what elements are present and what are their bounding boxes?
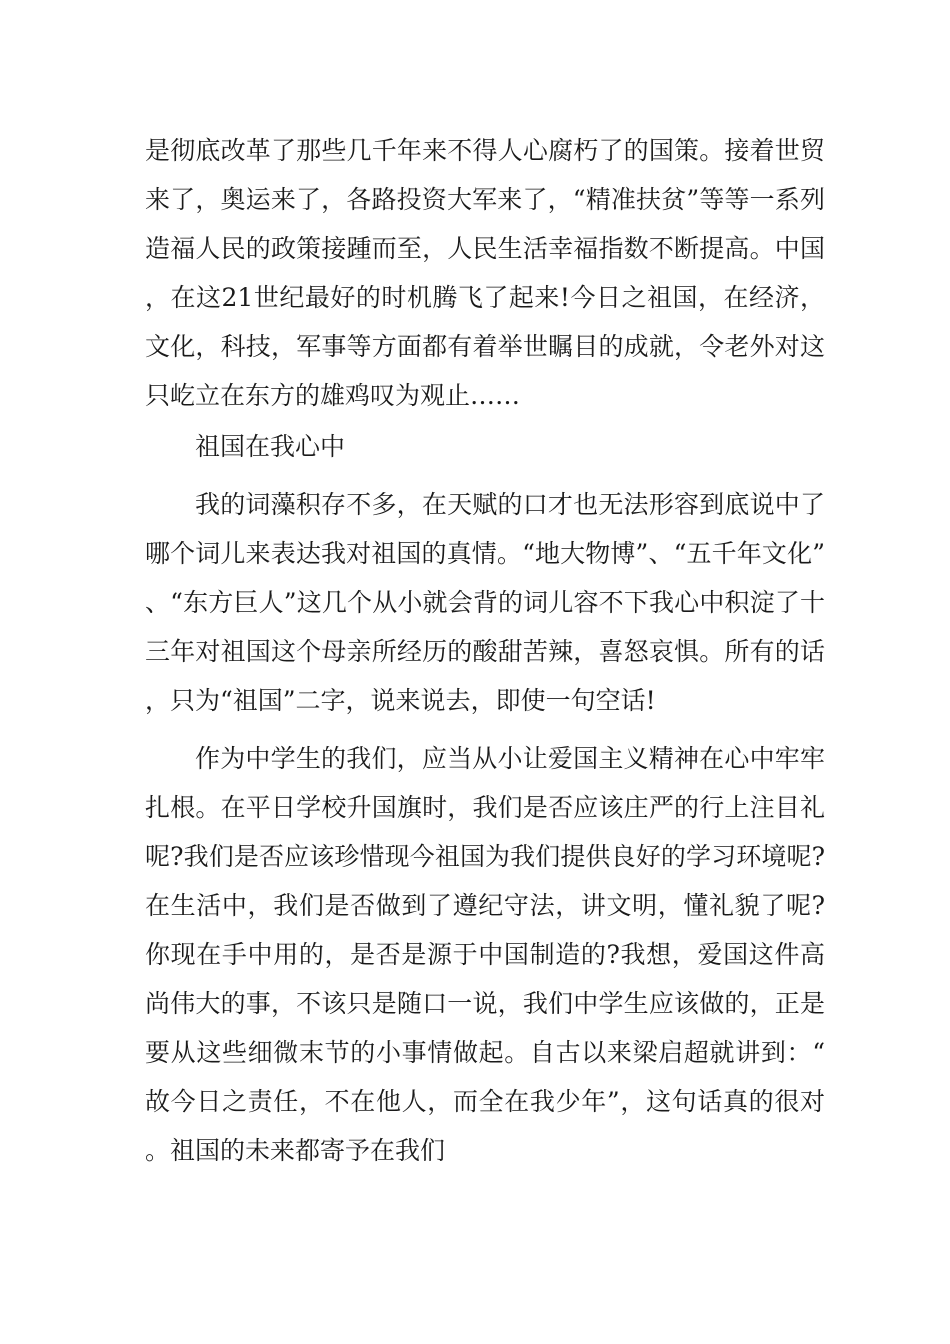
paragraph-vocabulary: 我的词藻积存不多，在天赋的口才也无法形容到底说中了哪个词儿来表达我对祖国的真情。“地大物博”、“五千年文化”、“东方巨人”这几个从小就会背的词儿容不下我心中积淀了十三年对祖国这个母亲所经历的酸甜苦辣，喜怒哀惧。所有的话，只为“祖国”二字，说来说去，即使一句空话! [145,490,825,715]
document-body [145,126,825,1175]
section-heading: 祖国在我心中 [195,432,346,461]
paragraph-students: 作为中学生的我们，应当从小让爱国主义精神在心中牢牢扎根。在平日学校升国旗时，我们是否应该庄严的行上注目礼呢?我们是否应该珍惜现今祖国为我们提供良好的学习环境呢?在生活中，我们是否做到了遵纪守法，讲文明，懂礼貌了呢?你现在手中用的，是否是源于中国制造的?我想，爱国这件高尚伟大的事，不该只是随口一说，我们中学生应该做的，正是要从这些细微末节的小事情做起。自古以来梁启超就讲到：“故今日之责任，不在他人，而全在我少年”，这句话真的很对。祖国的未来都寄予在我们 [145,744,825,1165]
paragraph-continuation: 是彻底改革了那些几千年来不得人心腐朽了的国策。接着世贸来了，奥运来了，各路投资大军来了，“精准扶贫”等等一系列造福人民的政策接踵而至，人民生活幸福指数不断提高。中国，在这21世纪最好的时机腾飞了起来!今日之祖国，在经济，文化，科技，军事等方面都有着举世瞩目的成就，令老外对这只屹立在东方的雄鸡叹为观止…… [145,136,825,410]
